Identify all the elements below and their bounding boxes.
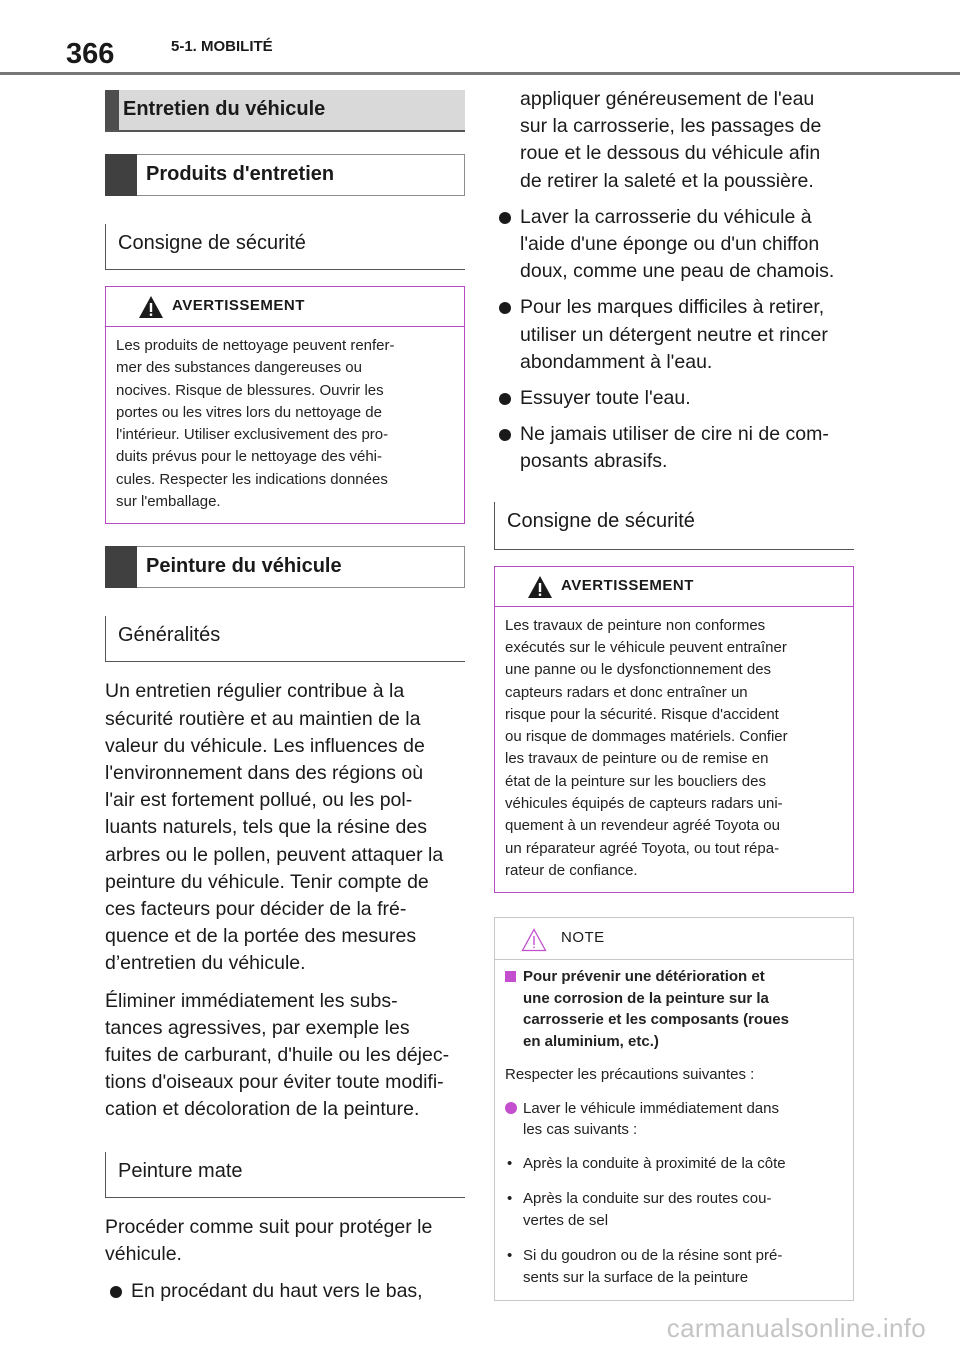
text-line: Les travaux de peinture non conformes: [505, 616, 766, 634]
note-heading: [505, 966, 843, 1052]
minor-heading: [105, 224, 465, 270]
text-line: une corrosion de la peinture sur la: [523, 989, 769, 1007]
text-line: Pour prévenir une détérioration et: [523, 968, 765, 986]
minor-heading: [105, 616, 465, 662]
text-line: nocives. Risque de blessures. Ouvrir les: [116, 381, 384, 399]
caution-triangle-icon: [521, 928, 547, 952]
note-dash-item: [505, 1245, 843, 1288]
minor-heading: [105, 1152, 465, 1198]
text-line: fuites de carburant, d'huile ou les déjec-: [105, 1044, 450, 1067]
bullet-item: [105, 1278, 465, 1305]
text-line: sents sur la surface de la peinture: [523, 1268, 749, 1286]
heading-bar: [105, 154, 137, 196]
text-line: l'intérieur. Utiliser exclusivement des pro-: [116, 426, 389, 444]
text-line: peinture du véhicule. Tenir compte de: [105, 870, 429, 893]
bullet-item: [494, 421, 854, 475]
note-title: NOTE: [561, 929, 605, 947]
text-line: les travaux de peinture ou de remise en: [505, 750, 769, 768]
section-heading-text: Entretien du véhicule: [123, 98, 326, 120]
text-line: doux, comme une peau de chamois.: [520, 260, 835, 283]
warning-triangle-icon: [138, 295, 164, 319]
text-line: Laver le véhicule immédiatement dans: [523, 1099, 779, 1117]
text-line: en aluminium, etc.): [523, 1032, 659, 1050]
paragraph: [105, 1214, 465, 1268]
warning-text: [106, 327, 464, 523]
note-text: [495, 960, 853, 1300]
text-line: luants naturels, tels que la résine des: [105, 816, 427, 839]
paragraph: [105, 988, 465, 1124]
text-line: ces facteurs pour décider de la fré-: [105, 898, 407, 920]
warning-header: [106, 287, 464, 327]
text-line: exécutés sur le véhicule peuvent entraîner: [505, 638, 787, 656]
text-line: d’entretien du véhicule.: [105, 952, 306, 975]
warning-triangle-icon: [527, 575, 553, 599]
warning-header: [495, 567, 853, 607]
text-line: mer des substances dangereuses ou: [116, 359, 362, 377]
subsection-heading: [105, 546, 465, 588]
text-line: cules. Respecter les indications données: [116, 470, 388, 488]
text-line: une panne ou le dysfonctionnement des: [505, 661, 772, 679]
warning-box: [494, 566, 854, 894]
bullet-item: [494, 385, 854, 412]
heading-bar: [105, 90, 119, 130]
text-line: Procéder comme suit pour protéger le: [105, 1215, 433, 1238]
heading-bar: [105, 546, 137, 588]
bullet-dot-icon: [499, 393, 511, 405]
minor-heading-text: Consigne de sécurité: [507, 509, 695, 532]
text-line: Éliminer immédiatement les subs-: [105, 989, 398, 1012]
subsection-heading: [105, 154, 465, 196]
text-line: roue et le dessous du véhicule afin: [520, 142, 821, 165]
text-line: Un entretien régulier contribue à la: [105, 680, 405, 703]
subsection-heading-text: Peinture du véhicule: [146, 555, 342, 578]
text-line: l'air est fortement pollué, ou les pol-: [105, 789, 413, 812]
bullet-dot-icon: [499, 429, 511, 441]
text-line: Après la conduite à proximité de la côte: [523, 1154, 786, 1172]
text-line: Les produits de nettoyage peuvent renfer-: [116, 337, 395, 354]
text-line: l'environnement dans des régions où: [105, 761, 424, 784]
text-line: les cas suivants :: [523, 1121, 638, 1139]
text-line: portes ou les vitres lors du nettoyage de: [116, 403, 382, 421]
text-line: un réparateur agréé Toyota, ou tout répa-: [505, 839, 780, 857]
text-line: abondamment à l'eau.: [520, 350, 713, 373]
text-line: sécurité routière et au maintien de la: [105, 707, 421, 730]
text-line: duits prévus pour le nettoyage des véhi-: [116, 448, 382, 466]
minor-heading-text: Consigne de sécurité: [118, 232, 306, 254]
warning-title: AVERTISSEMENT: [172, 297, 305, 314]
text-line: de retirer la saleté et la poussière.: [520, 169, 814, 192]
note-header: [495, 918, 853, 960]
text-line: tances agressives, par exemple les: [105, 1016, 410, 1039]
text-line: arbres ou le pollen, peuvent attaquer la: [105, 843, 444, 866]
text-line: cation et décoloration de la peinture.: [105, 1098, 420, 1121]
text-line: En procédant du haut vers le bas,: [131, 1280, 423, 1303]
text-line: quence et de la portée des mesures: [105, 925, 417, 948]
text-line: Après la conduite sur des routes cou-: [523, 1190, 772, 1208]
text-line: capteurs radars et donc entraîner un: [505, 683, 748, 701]
dot-bullet-icon: •: [507, 1247, 513, 1265]
text-line: sur la carrosserie, les passages de: [520, 115, 822, 138]
note-intro: Respecter les précautions suivantes :: [505, 1066, 755, 1084]
warning-box: [105, 286, 465, 524]
note-dash-item: [505, 1188, 843, 1231]
note-dash-item: [505, 1153, 843, 1175]
text-line: posants abrasifs.: [520, 450, 668, 473]
text-line: carrosserie et les composants (roues: [523, 1011, 789, 1029]
left-column: [105, 90, 465, 1314]
page-number: 366: [66, 38, 115, 70]
dot-bullet-icon: •: [507, 1154, 513, 1172]
bullet-item: [494, 294, 854, 376]
note-box: [494, 917, 854, 1301]
text-line: l'aide d'une éponge ou d'un chiffon: [520, 233, 820, 256]
text-line: utiliser un détergent neutre et rincer: [520, 323, 828, 346]
text-line: vertes de sel: [523, 1211, 609, 1229]
text-line: Si du goudron ou de la résine sont pré-: [523, 1247, 783, 1265]
minor-heading-text: Généralités: [118, 624, 221, 647]
text-line: sur l'emballage.: [116, 493, 221, 511]
watermark: carmanualsonline.info: [666, 1313, 926, 1343]
bullet-dot-icon: [499, 212, 511, 224]
header-divider: [0, 72, 960, 75]
warning-text: [495, 607, 853, 893]
chapter-title: 5-1. MOBILITÉ: [171, 38, 273, 55]
section-heading-main: [105, 90, 465, 132]
text-line: Essuyer toute l'eau.: [520, 387, 691, 410]
minor-heading-text: Peinture mate: [118, 1159, 243, 1182]
bullet-item-continued: [494, 86, 854, 195]
bullet-item: [494, 204, 854, 286]
text-line: ou risque de dommages matériels. Confier: [505, 728, 788, 746]
warning-title: AVERTISSEMENT: [561, 576, 694, 594]
text-line: appliquer généreusement de l'eau: [520, 88, 815, 110]
text-line: risque pour la sécurité. Risque d'accident: [505, 705, 779, 723]
text-line: valeur du véhicule. Les influences de: [105, 734, 425, 757]
text-line: rateur de confiance.: [505, 861, 638, 879]
text-line: véhicules équipés de capteurs radars uni-: [505, 795, 783, 813]
bullet-dot-icon: [110, 1286, 122, 1298]
text-line: Laver la carrosserie du véhicule à: [520, 205, 812, 228]
text-line: Ne jamais utiliser de cire ni de com-: [520, 423, 829, 446]
dot-bullet-icon: •: [507, 1190, 513, 1208]
text-line: véhicule.: [105, 1242, 182, 1265]
note-circle-item: [505, 1098, 843, 1141]
bullet-dot-icon: [499, 302, 511, 314]
square-bullet-icon: [505, 971, 516, 982]
paragraph: [105, 678, 465, 977]
text-line: état de la peinture sur les boucliers des: [505, 772, 766, 790]
text-line: tions d'oiseaux pour éviter toute modifi-: [105, 1071, 444, 1094]
circle-bullet-icon: [505, 1102, 517, 1114]
right-column: [494, 86, 854, 1301]
subsection-heading-text: Produits d'entretien: [146, 163, 335, 185]
text-line: quement à un revendeur agréé Toyota ou: [505, 817, 780, 835]
text-line: Pour les marques difficiles à retirer,: [520, 296, 825, 319]
minor-heading: [494, 502, 854, 550]
